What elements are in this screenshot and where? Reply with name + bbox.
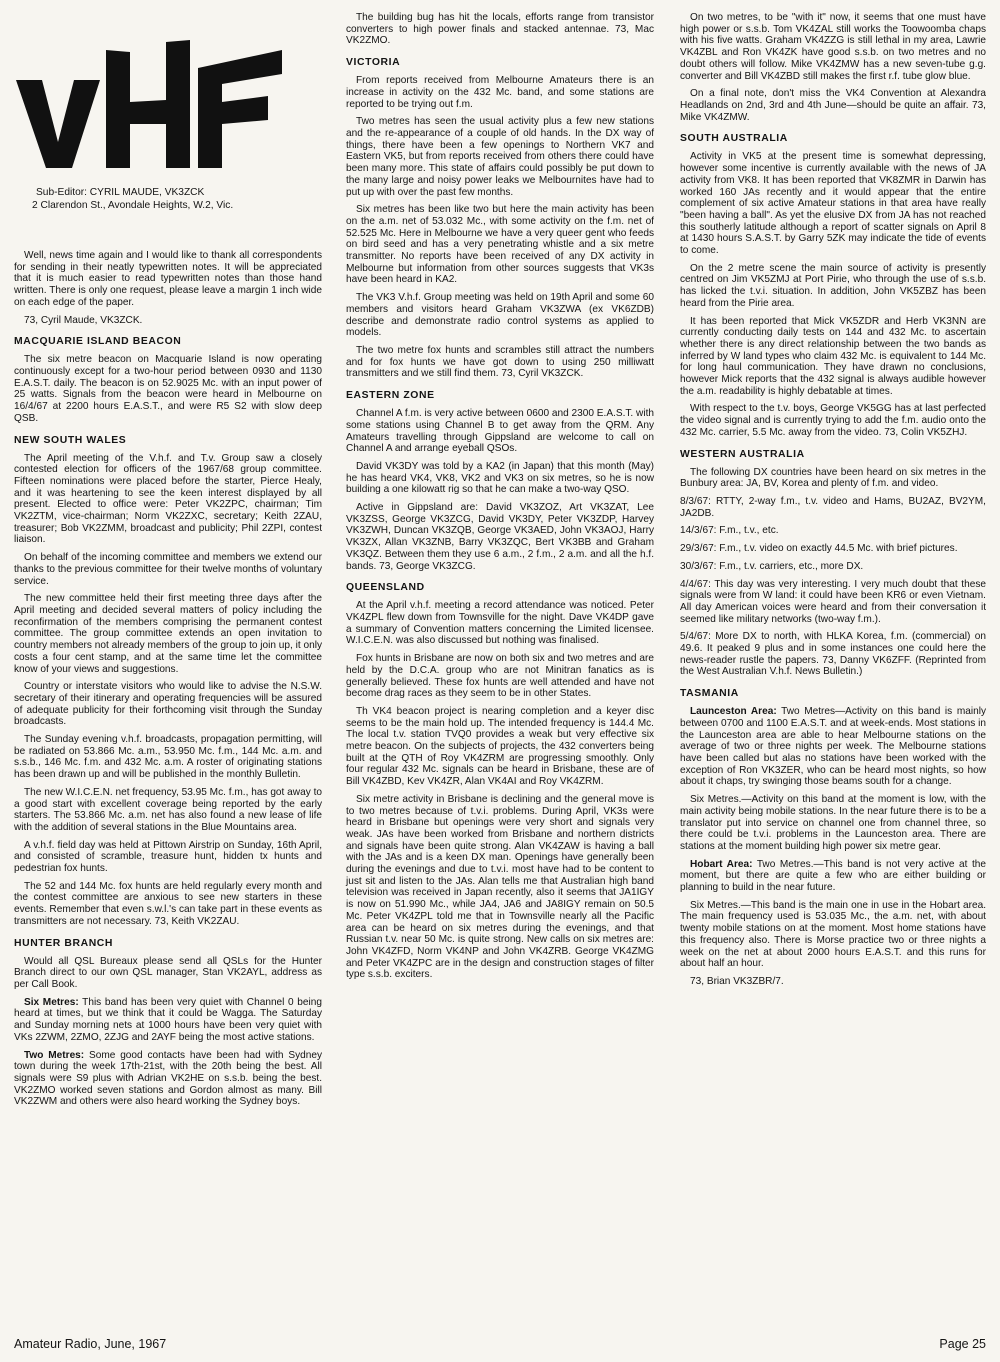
paragraph: The new committee held their first meeting three days after the April meeting and decided several matters of policy including the reconfirmation of the members comprising the permanent contest committee. The group committee extends an open invitation to country members not already members of the group to join up, it only costs a four cent stamp, and at the same time let the committee know of your views and suggestions. bbox=[14, 593, 323, 675]
footer-publication: Amateur Radio, June, 1967 bbox=[14, 1337, 167, 1351]
paragraph: The building bug has hit the locals, efforts range from transistor converters to high power finals and stacked antennae. 73, Mac VK2ZMO. bbox=[346, 12, 654, 47]
sub-editor-line: Sub-Editor: CYRIL MAUDE, VK3ZCK bbox=[36, 187, 205, 198]
paragraph-text: Two Metres—Activity on this band is mainly between 0700 and 1100 E.A.S.T. and at week-ends. Most stations in the Launceston area are able to hear Melbourne stations on the average of two or three nights per week. The Melbourne stations have been called but alas no stations have been worked with the exception of Ron VK3ZER, who can be heard most nights, so how about it chaps, try swinging those beams south for a change. bbox=[680, 706, 986, 788]
paragraph bbox=[14, 1050, 322, 1109]
paragraph-lead: Launceston Area: bbox=[690, 706, 777, 718]
paragraph: At the April v.h.f. meeting a record attendance was noticed. Peter VK4ZPL flew down from Townsville for the night. Dave VK4DP gave a summary of Convention matters concerning the Limited licensee. W.I.C.E.N. was also discussed but nothing was finalised. bbox=[346, 600, 654, 647]
vhf-masthead-logo bbox=[14, 40, 284, 175]
paragraph: The VK3 V.h.f. Group meeting was held on 19th April and some 60 members and visitors heard Graham VK3ZWA (ex VK6ZDB) describe and demonstrate radio control systems as applied to models. bbox=[346, 292, 654, 339]
paragraph: On a final note, don't miss the VK4 Convention at Alexandra Headlands on 2nd, 3rd and 4th June—should be quite an affair. 73, Mike VK4ZMW. bbox=[680, 88, 986, 123]
paragraph: Fox hunts in Brisbane are now on both six and two metres and are held by the D.C.A. group who are not Minitran fanatics as is generally believed. These fox hunts are well attended and have not become drag races as they seem to be in other States. bbox=[346, 653, 654, 700]
paragraph: Six metre activity in Brisbane is declining and the general move is to two metres because of t.v.i. problems. During April, VK3s were heard in Brisbane but openings were very short and signals very weak. JAs have been worked from Brisbane and northern districts and signals have been quite strong. Alan VK4ZAW is having a ball with the JAs and is a keen DX man. Openings have generally been during the evenings and due to t.v.i. most have had to be content to just sit and listen to the JAs. Alan tells me that Australian high band television was received in Japan recently, also it seems that JA1IGY is now on 51.990 Mc., while JA4, JA6 and JA8IGY remain on 50.5 Mc. Peter VK4ZPL told me that in Townsville nearly all the Pacific area can be heard on six metres during the evenings, and that Russian t.v. near 50 Mc. is quite strong. New calls on six metres are: John VK4ZFD, Norm VK4NP and John VK4ZRB. George VK4ZMG and Peter VK4ZPC are in the design and construction stages of filter type s.s.b. exciters. bbox=[346, 793, 654, 981]
paragraph: Six Metres.—This band is the main one in use in the Hobart area. The main frequency used is 53.035 Mc., the a.m. net, with about twenty mobile stations on at the moment. Most home stations have this frequency also. There is Morse practice two or three nights a week on the net at about 2000 hours E.A.S.T. and this runs for about half an hour. bbox=[680, 899, 986, 970]
paragraph bbox=[680, 859, 986, 894]
sub-editor-address: 2 Clarendon St., Avondale Heights, W.2, Vic. bbox=[32, 200, 234, 212]
paragraph: The following DX countries have been heard on six metres in the Bunbury area: JA, BV, Korea and plenty of f.m. and video. bbox=[680, 466, 986, 490]
log-entry: 29/3/67: F.m., t.v. video on exactly 44.5 Mc. with brief pictures. bbox=[680, 543, 958, 555]
log-entry: 4/4/67: This day was very interesting. I very much doubt that these signals were from W land: it could have been KR6 or even Vietnam. All day American voices were heard and from their conversation it seemed like military networks (two-way f.m.). bbox=[680, 578, 986, 625]
logo-letter-h bbox=[106, 40, 190, 168]
paragraph: Two metres has seen the usual activity plus a few new stations and the re-appearance of a couple of old hands. In the DX way of things, there have been a few openings to Northern VK7 and Eastern VK5, but from reports received from others there could have been many more. This state of affairs could possibly be put down to the many large and noisy power leaks we Melbournites have had to put up with over the past few months. bbox=[346, 116, 654, 198]
paragraph: Would all QSL Bureaux please send all QSLs for the Hunter Branch direct to our own QSL manager, Stan VK2AYL, address as per Call Book. bbox=[14, 955, 322, 991]
section-heading: HUNTER BRANCH bbox=[14, 937, 114, 949]
paragraph: 73, Brian VK3ZBR/7. bbox=[690, 976, 784, 987]
paragraph: Activity in VK5 at the present time is somewhat depressing, however some incentive is currently available with the news of JA activity from VK8. It has been reported that VK8ZMR in Darwin has worked 160 JAs recently and it would appear that the entire complement of six active Amateur stations in that area have really "been having a ball". As yet the elusive DX from JA has not reached this southerly latitude although a report of scatter signals on April 8 at 1430 hours S.A.S.T. by Garry 5ZK may indicate the tide of events to come. bbox=[680, 151, 986, 257]
paragraph-lead: Two Metres: bbox=[24, 1049, 85, 1061]
paragraph-text: Two Metres.—This band is not very active at the moment, but there are quite a few who are either building or planning to build in the near future. bbox=[680, 858, 986, 894]
paragraph: David VK3DY was told by a KA2 (in Japan) that this month (May) he has heard VK4, VK8, VK2 and VK3 on six metres, so he is now building a one kilowatt rig so that he can make a two-way QSO. bbox=[346, 460, 654, 496]
paragraph: The six metre beacon on Macquarie Island is now operating continuously except for a two-hour period between 0930 and 1130 E.A.S.T. daily. The beacon is on 52.9025 Mc. with an input power of 25 watts. Signals from the beacon were heard in Melbourne on 16/4/67 at 2200 hours E.A.S.T., and were R5 S2 with slow deep QSB. bbox=[14, 354, 322, 424]
section-heading: QUEENSLAND bbox=[346, 582, 425, 594]
paragraph-text: Some good contacts have been had with Sydney town during the week 17th-21st, with the 20th being the best. All signals were S9 plus with Adrian VK2HE on s.s.b. being the best. VK2ZMO worked seven stations and Gordon almost as many. Bill VK2ZWM and others were also heard working the Sydney boys. bbox=[14, 1049, 323, 1108]
footer-page-number: Page 25 bbox=[939, 1337, 986, 1351]
paragraph: On behalf of the incoming committee and members we extend our thanks to the previous committee for their twelve months of voluntary service. bbox=[14, 552, 322, 587]
paragraph-lead: Six Metres: bbox=[24, 996, 79, 1008]
paragraph: The 52 and 144 Mc. fox hunts are held regularly every month and the contest committee are anxious to see new starters in these events. Remember that even s.w.l.'s can take part in these events as transmitters are not necessary. 73, Keith VK2ZAU. bbox=[14, 880, 322, 927]
section-heading: NEW SOUTH WALES bbox=[14, 434, 127, 446]
paragraph: 73, Cyril Maude, VK3ZCK. bbox=[24, 314, 143, 326]
section-heading: SOUTH AUSTRALIA bbox=[680, 133, 788, 145]
paragraph: Country or interstate visitors who would like to advise the N.S.W. secretary of their itinerary and operating frequencies will be assured of adequate publicity for their forthcoming visit through the Sunday broadcasts. bbox=[14, 681, 322, 728]
section-heading: EASTERN ZONE bbox=[346, 390, 435, 402]
paragraph: On two metres, to be "with it" now, it seems that one must have high power or s.s.b. Tom VK4ZAL still works the Toowoomba chaps with his five watts. Graham VK4ZZG is still lethal in my area, Lawrie VK4ZBL and Ron VK4ZK have good s.s.b. on two metres and no doubt others will follow. Mike VK4ZMW has a new seven-tube g.g. converter and Bill VK4ZBD still makes the first r.f. tube glow blue. bbox=[680, 12, 986, 82]
paragraph-lead: Hobart Area: bbox=[690, 858, 753, 870]
page-footer bbox=[14, 1337, 986, 1351]
log-entry: 5/4/67: More DX to north, with HLKA Korea, f.m. (commercial) on 49.6. It peaked 9 plus and in some instances one could here the news-reader rustle the papers. 73, Danny VK6ZFF. (Reprinted from the West Australian V.h.f. News Bulletin.) bbox=[680, 631, 986, 678]
section-heading: MACQUARIE ISLAND BEACON bbox=[14, 336, 182, 348]
sub-editor-block bbox=[32, 186, 342, 213]
log-entry: 8/3/67: RTTY, 2-way f.m., t.v. video and Hams, BU2AZ, BV2YM, JA2DB. bbox=[680, 496, 986, 519]
paragraph: On the 2 metre scene the main source of activity is presently centred on Jim VK5ZMJ at Port Pirie, who through the use of s.s.b. has licked the t.v.i. situation. In addition, John VK5ZBZ has been heard from the Pirie area. bbox=[680, 262, 986, 309]
paragraph: With respect to the t.v. boys, George VK5GG has at last perfected the video signal and is currently trying to add the f.m. audio onto the 432 Mc. carrier, 5.5 Mc. away from the video. 73, Colin VK5ZHJ. bbox=[680, 403, 986, 438]
paragraph: Well, news time again and I would like to thank all correspondents for sending in their neatly typewritten notes. It will be appreciated that it is much easier to read typewritten notes than those hand written. There is only one request, please leave a margin 1 inch wide on each edge of the paper. bbox=[14, 250, 322, 308]
paragraph: The two metre fox hunts and scrambles still attract the numbers and for fox hunts we have got down to using 250 milliwatt transmitters and we still find them. 73, Cyril VK3ZCK. bbox=[346, 344, 654, 380]
column-3 bbox=[680, 12, 986, 994]
section-heading: TASMANIA bbox=[680, 688, 739, 700]
paragraph: It has been reported that Mick VK5ZDR and Herb VK3NN are currently conducting daily tests on 144 and 432 Mc. to ascertain whether there is any direct relationship between the two bands as inferred by W land types who claim 432 Mc. is equivalent to 144 Mc. for long haul communication. They have drawn no conclusions, however Mick reports that the 432 signal is always audible however the a.m. readability is highly debatable at times. bbox=[680, 315, 986, 397]
paragraph: The new W.I.C.E.N. net frequency, 53.95 Mc. f.m., has got away to a good start with excellent coverage being reported by the early starters. The 53.866 Mc. a.m. net has also found a new lease of life with the addition of several stations in the Blue Mountains area. bbox=[14, 786, 322, 833]
column-2 bbox=[346, 12, 654, 987]
logo-letter-v bbox=[16, 80, 100, 168]
section-heading: VICTORIA bbox=[346, 57, 401, 69]
log-entry: 30/3/67: F.m., t.v. carriers, etc., more DX. bbox=[680, 560, 864, 572]
paragraph bbox=[14, 997, 322, 1044]
paragraph: Six metres has been like two but here the main activity has been on the a.m. net of 53.032 Mc., with some activity on the f.m. net of 52.525 Mc. Here in Melbourne we have a very queer gent who feeds on bird seed and has a very penetrating whistle and a six metre transmitter. No reports have been received of any DX activity in Melbourne but information from other sources suggests that VK3s have been heard in KA2. bbox=[346, 204, 654, 286]
paragraph: Th VK4 beacon project is nearing completion and a keyer disc seems to be the main hold up. The intended frequency is 144.4 Mc. The local t.v. station TVQ0 provides a weak but very effective six metre beacon. On the subjects of projects, the 432 converters being built at the QTH of Roy VK4ZRM are progressing smoothly. Only four regular 432 Mc. signals can be heard in Brisbane, these are of Bill VK4ZBD, Kev VK4ZR, Alan VK4AI and Roy VK4ZRM. bbox=[346, 705, 654, 788]
paragraph: A v.h.f. field day was held at Pittown Airstrip on Sunday, 16th April, and consisted of scramble, treasure hunt, hidden tx hunts and pedestrian fox hunts. bbox=[14, 839, 322, 875]
paragraph: Channel A f.m. is very active between 0600 and 2300 E.A.S.T. with some stations using Channel B to get away from the QRM. Any Amateurs travelling through Gippsland are welcome to call on Channel A and arrange eyeball QSOs. bbox=[346, 408, 654, 455]
paragraph: From reports received from Melbourne Amateurs there is an increase in activity on the 432 Mc. band, and some stations are reported to be trying out f.m. bbox=[346, 75, 654, 110]
paragraph: The April meeting of the V.h.f. and T.v. Group saw a closely contested election for officers of the 1967/68 group committee. Fifteen nominations were placed before the starter, Pierce Healy, and it was heartening to see the keen interest displayed by all present. Elected to office were: Peter VK2ZPC, chairman; Tim VK2ZTM, vice-chairman; Norm VK2ZXC, secretary; Keith 2ZAU, treasurer; Bob VK2ZMM, broadcast and publicity; Phil 2ZPI, contest liaison. bbox=[14, 452, 322, 546]
logo-letter-f bbox=[198, 50, 282, 168]
log-entry: 14/3/67: F.m., t.v., etc. bbox=[680, 525, 779, 537]
paragraph: Active in Gippsland are: David VK3ZOZ, Art VK3ZAT, Lee VK3ZSS, George VK3ZCG, David VK3DY, Peter VK3ZDP, Harvey VK3ZWH, Duncan VK3ZQB, George VK3AED, John VK3AOJ, Harry VK3ZX, Allan VK3ZNB, Barry VK3ZQC, Bert VK3BB and Graham VK3QZ. Between them they use 6 a.m., 2 f.m., 2 a.m. and all the h.f. bands. 73, George VK3ZCG. bbox=[346, 502, 654, 572]
section-heading: WESTERN AUSTRALIA bbox=[680, 448, 805, 460]
paragraph: Six Metres.—Activity on this band at the moment is low, with the main activity being mobile stations. In the near future there is to be a translator put into service on channel one from channel three, so there could be t.v.i. problems in the Launceston area. There are stations at the moment building high power six metre gear. bbox=[680, 794, 986, 852]
column-1 bbox=[14, 250, 322, 1114]
paragraph: The Sunday evening v.h.f. broadcasts, propagation permitting, will be radiated on 53.866 Mc. a.m., 53.950 Mc. f.m., 144 Mc. a.m. and s.s.b., 146 Mc. f.m. and 432 Mc. a.m. A roster of originating stations has been drawn up and will be published in the monthly Bulletin. bbox=[14, 734, 322, 781]
paragraph-text: This band has been very quiet with Channel 0 being heard at times, but we think that it could be Wagga. The Saturday and Sunday morning nets at 1000 hours have been very quiet with VKs 2ZWM, 2ZMO, 2ZJG and 2AYF being the most active stations. bbox=[14, 996, 323, 1043]
paragraph bbox=[680, 706, 986, 788]
